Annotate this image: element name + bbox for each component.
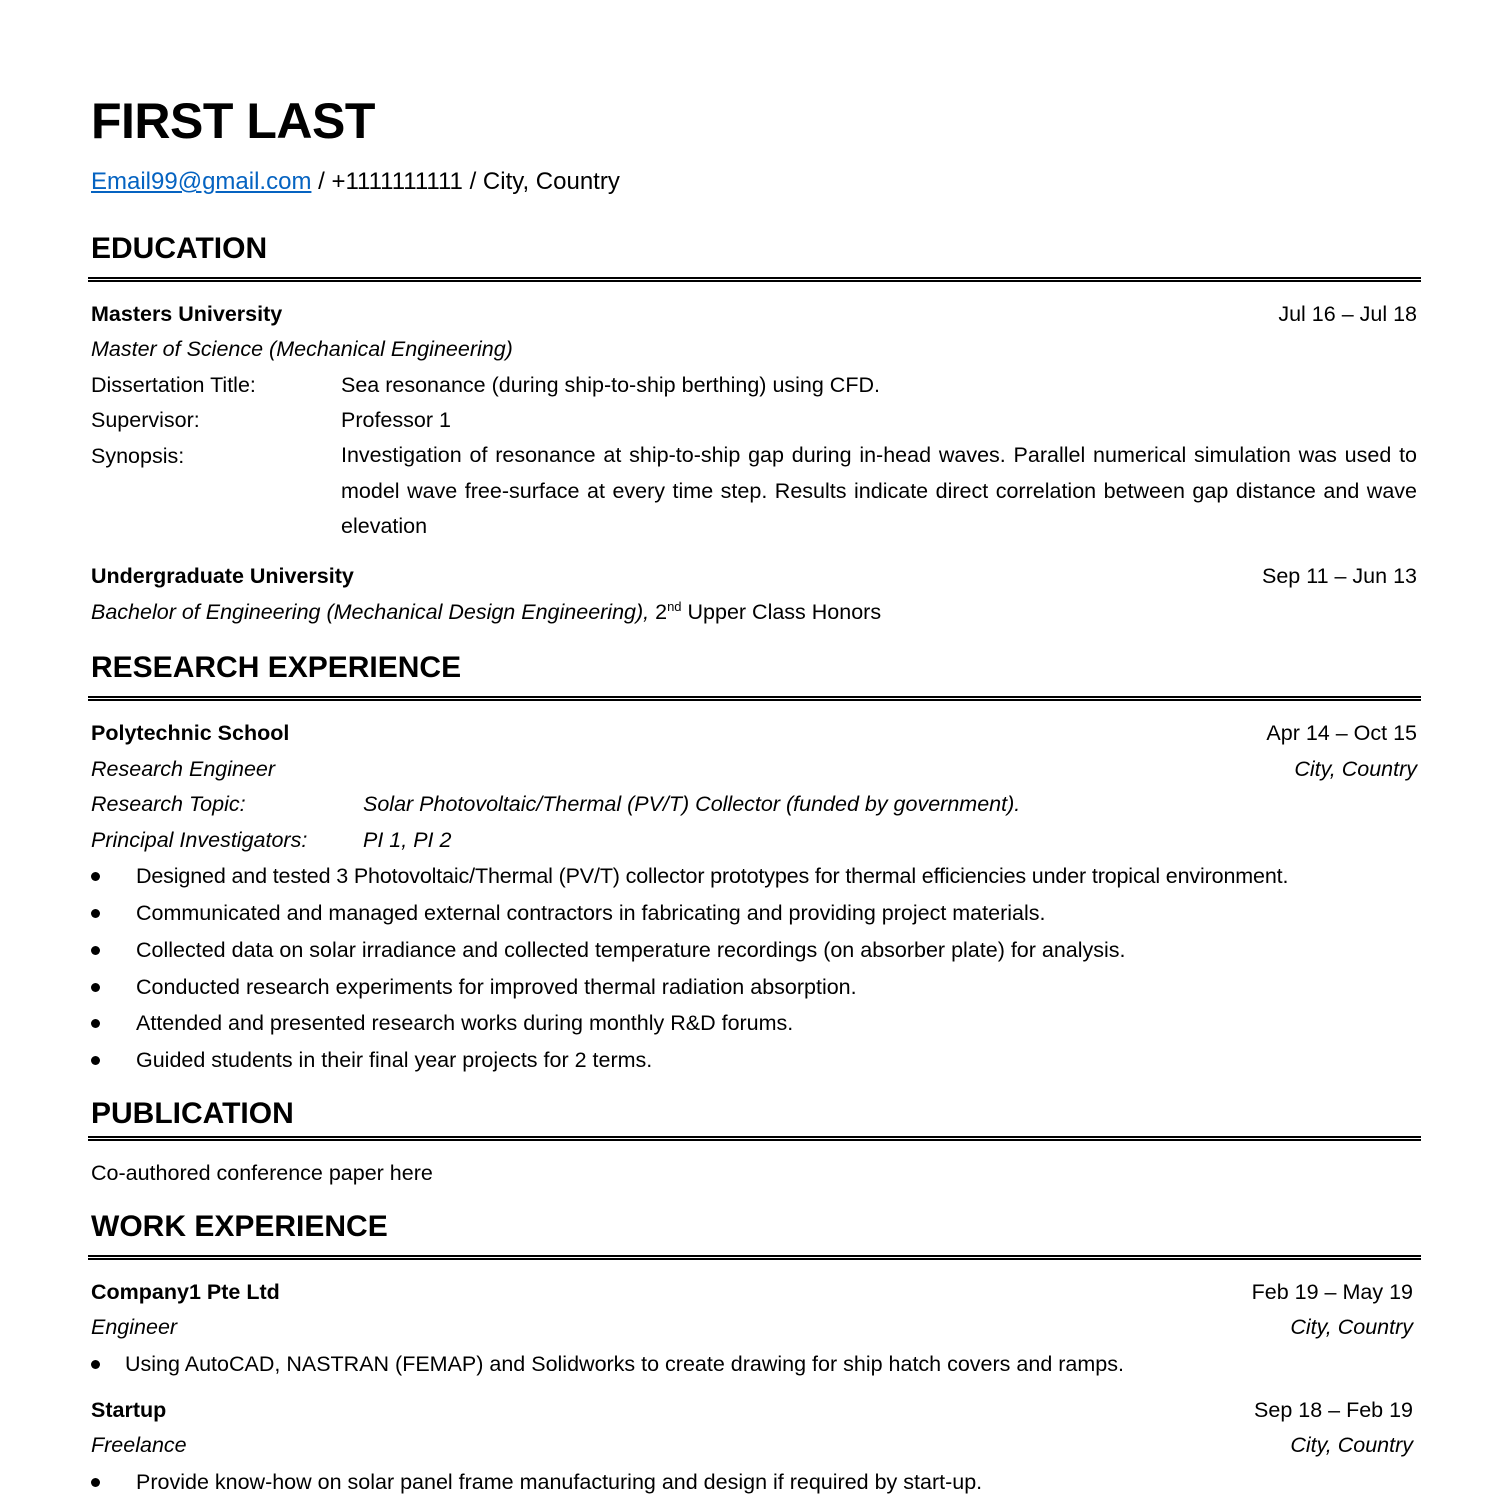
bullet-dot — [91, 983, 100, 992]
honors-text: Upper Class Honors — [681, 600, 882, 624]
masters-degree: Master of Science (Mechanical Engineering) — [91, 337, 513, 361]
masters-school: Masters University — [91, 302, 283, 326]
work-heading: WORK EXPERIENCE — [91, 1210, 388, 1243]
research-bullet-2: Communicated and managed external contractors in fabricating and providing project materials. — [136, 901, 1046, 925]
bullet-dot — [91, 946, 100, 955]
research-bullet-6: Guided students in their final year projects for 2 terms. — [136, 1048, 653, 1072]
job-2-dates: Sep 18 – Feb 19 — [1254, 1398, 1413, 1422]
masters-dates: Jul 16 – Jul 18 — [1278, 302, 1417, 326]
job-1-role: Engineer — [91, 1315, 178, 1339]
job-2-role: Freelance — [91, 1433, 187, 1457]
contact-details: / +1111111111 / City, Country — [311, 168, 620, 195]
education-divider — [88, 277, 1421, 282]
pi-names: PI 1, PI 2 — [363, 828, 452, 852]
research-role: Research Engineer — [91, 757, 276, 781]
research-dates: Apr 14 – Oct 15 — [1266, 721, 1417, 745]
research-org: Polytechnic School — [91, 721, 290, 745]
research-bullet-1: Designed and tested 3 Photovoltaic/Thermal (PV/T) collector prototypes for thermal efficiencies under tropical environment. — [136, 864, 1289, 888]
honors-suffix: nd — [667, 598, 682, 614]
contact-line — [91, 166, 620, 198]
email-link[interactable]: Email99@gmail.com — [91, 168, 312, 195]
publication-text: Co-authored conference paper here — [91, 1161, 433, 1185]
research-topic-label: Research Topic: — [91, 792, 246, 816]
bullet-dot — [91, 1056, 100, 1065]
bullet-dot — [91, 872, 100, 881]
research-divider — [88, 696, 1421, 701]
bullet-dot — [91, 909, 100, 918]
synopsis-label: Synopsis: — [91, 444, 185, 468]
job-2-bullet: Provide know-how on solar panel frame manufacturing and design if required by start-up. — [136, 1470, 983, 1494]
job-1-dates: Feb 19 – May 19 — [1251, 1280, 1413, 1304]
undergrad-degree: Bachelor of Engineering (Mechanical Design Engineering), — [91, 600, 650, 624]
job-1-location: City, Country — [1290, 1315, 1413, 1339]
undergrad-degree-line — [91, 598, 881, 626]
job-2-company: Startup — [91, 1398, 167, 1422]
bullet-dot — [91, 1360, 100, 1369]
job-2-location: City, Country — [1290, 1433, 1413, 1457]
supervisor-label: Supervisor: — [91, 408, 200, 432]
supervisor-name: Professor 1 — [341, 408, 451, 432]
bullet-dot — [91, 1478, 100, 1487]
undergrad-school: Undergraduate University — [91, 564, 354, 588]
research-bullet-4: Conducted research experiments for improved thermal radiation absorption. — [136, 975, 857, 999]
education-heading: EDUCATION — [91, 232, 268, 265]
dissertation-label: Dissertation Title: — [91, 373, 256, 397]
research-heading: RESEARCH EXPERIENCE — [91, 651, 462, 684]
research-location: City, Country — [1294, 757, 1417, 781]
publication-divider — [88, 1136, 1421, 1141]
undergrad-dates: Sep 11 – Jun 13 — [1261, 564, 1417, 588]
candidate-name: FIRST LAST — [91, 93, 375, 149]
publication-heading: PUBLICATION — [91, 1097, 294, 1130]
research-bullet-5: Attended and presented research works during monthly R&D forums. — [136, 1011, 794, 1035]
research-topic: Solar Photovoltaic/Thermal (PV/T) Collector (funded by government). — [363, 792, 1021, 816]
bullet-dot — [91, 1019, 100, 1028]
honors-number: 2 — [649, 600, 668, 624]
synopsis-text: Investigation of resonance at ship-to-ship gap during in-head waves. Parallel numerical simulation was used to model wave free-surface at every time step. Results indicate direct correlation between gap distance and wave elevation — [341, 443, 1417, 538]
research-bullet-3: Collected data on solar irradiance and collected temperature recordings (on absorber plate) for analysis. — [136, 938, 1126, 962]
work-divider — [88, 1255, 1421, 1260]
job-1-company: Company1 Pte Ltd — [91, 1280, 280, 1304]
job-1-bullet: Using AutoCAD, NASTRAN (FEMAP) and Solidworks to create drawing for ship hatch covers and ramps. — [125, 1352, 1124, 1376]
pi-label: Principal Investigators: — [91, 828, 308, 852]
dissertation-title: Sea resonance (during ship-to-ship berthing) using CFD. — [341, 373, 880, 397]
